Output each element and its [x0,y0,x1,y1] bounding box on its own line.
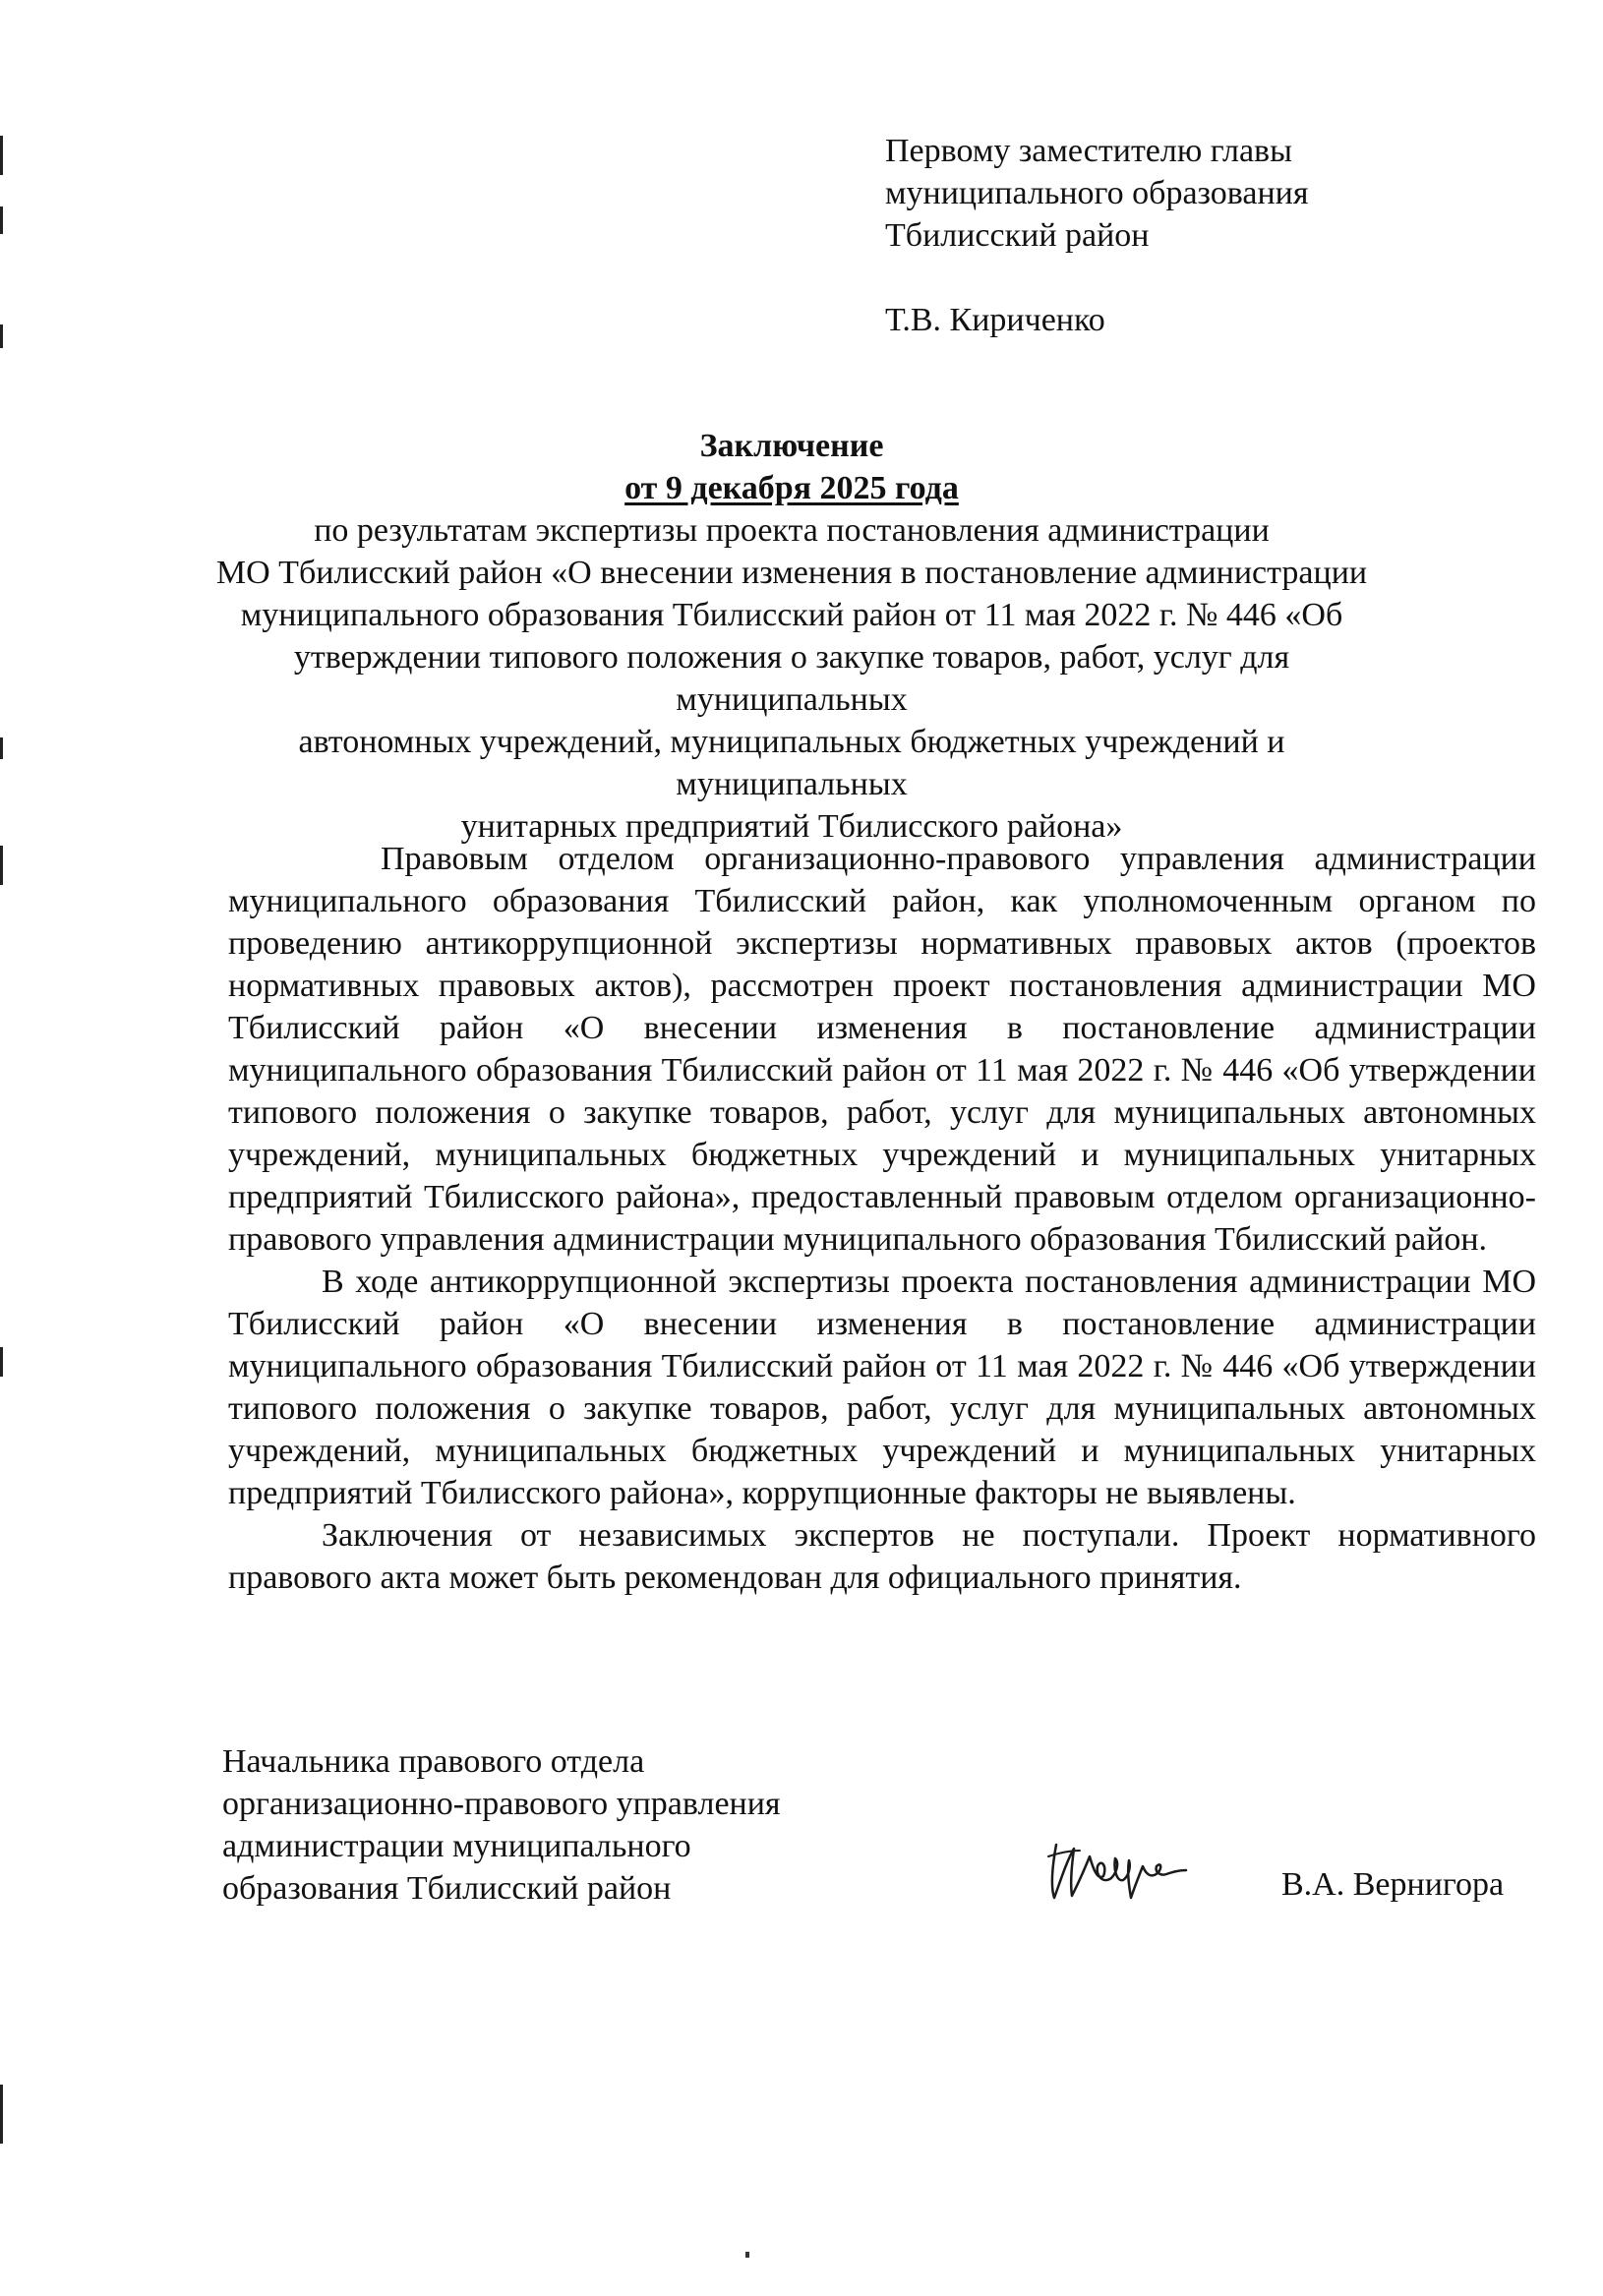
position-line: Начальника правового отдела [222,1743,645,1780]
subject-line: утверждении типового положения о закупке товаров, работ, услуг для муниципальных [293,639,1290,718]
subject-line: муниципального образования Тбилисский район от 11 мая 2022 г. № 446 «Об [240,597,1343,633]
document-heading: Заключение [699,428,884,464]
body-paragraph: В ходе антикоррупционной экспертизы проекта постановления администрации МО Тбилисский район «О внесении изменения в постановление администрации муниципального образования Тбилисский район от 11 мая 2022 г. № 446 «Об утверждении типового положения о закупке товаров, работ, услуг для муниципальных автономных учреждений, муниципальных бюджетных учреждений и муниципальных унитарных предприятий Тбилисского района», коррупционные факторы не выявлены. [228,1264,1536,1511]
scan-edge-mark [0,737,3,759]
body-paragraph: Правовым отделом организационно-правового управления администрации муниципального образования Тбилисский район, как уполномоченным органом по проведению антикоррупционной экспертизы нормативных правовых актов (проектов нормативных правовых актов), рассмотрен проект постановления администрации МО Тбилисский район «О внесении изменения в постановление администрации муниципального образования Тбилисский район от 11 мая 2022 г. № 446 «Об утверждении типового положения о закупке товаров, работ, услуг для муниципальных автономных учреждений, муниципальных бюджетных учреждений и муниципальных унитарных предприятий Тбилисского района», предоставленный правовым отделом организационно-правового управления администрации муниципального образования Тбилисский район. [228,841,1536,1258]
addressee-block [885,130,1309,341]
position-line: организационно-правового управления [222,1786,781,1822]
subject-line: МО Тбилисский район «О внесении изменения в постановление администрации [215,555,1368,591]
position-line: образования Тбилисский район [222,1870,672,1907]
scan-edge-mark [0,1347,3,1377]
addressee-name: Т.В. Кириченко [885,302,1105,338]
scan-edge-mark [0,136,3,175]
signatory-position-block [222,1740,781,1910]
scan-edge-mark [0,846,3,885]
scan-edge-mark [0,206,3,234]
addressee-line: Тбилисский район [885,217,1150,254]
scan-artifact [745,2252,749,2258]
signer-name: В.А. Вернигора [1281,1866,1505,1903]
document-body [228,838,1536,1599]
subject-line: по результатам экспертизы проекта постановления администрации [314,512,1270,549]
addressee-line: Первому заместителю главы [885,133,1292,169]
body-paragraph: Заключения от независимых экспертов не поступали. Проект нормативного правового акта может быть рекомендован для официального принятия. [228,1517,1536,1596]
handwritten-signature [1044,1837,1192,1906]
scan-edge-mark [0,324,3,348]
subject-line: автономных учреждений, муниципальных бюджетных учреждений и муниципальных [298,724,1285,802]
position-line: администрации муниципального [222,1828,691,1864]
document-date: от 9 декабря 2025 года [624,470,959,506]
addressee-line: муниципального образования [885,175,1309,211]
subject-line: унитарных предприятий Тбилисского района» [460,808,1123,845]
scan-edge-mark [0,2085,3,2144]
document-title-block [197,425,1387,848]
